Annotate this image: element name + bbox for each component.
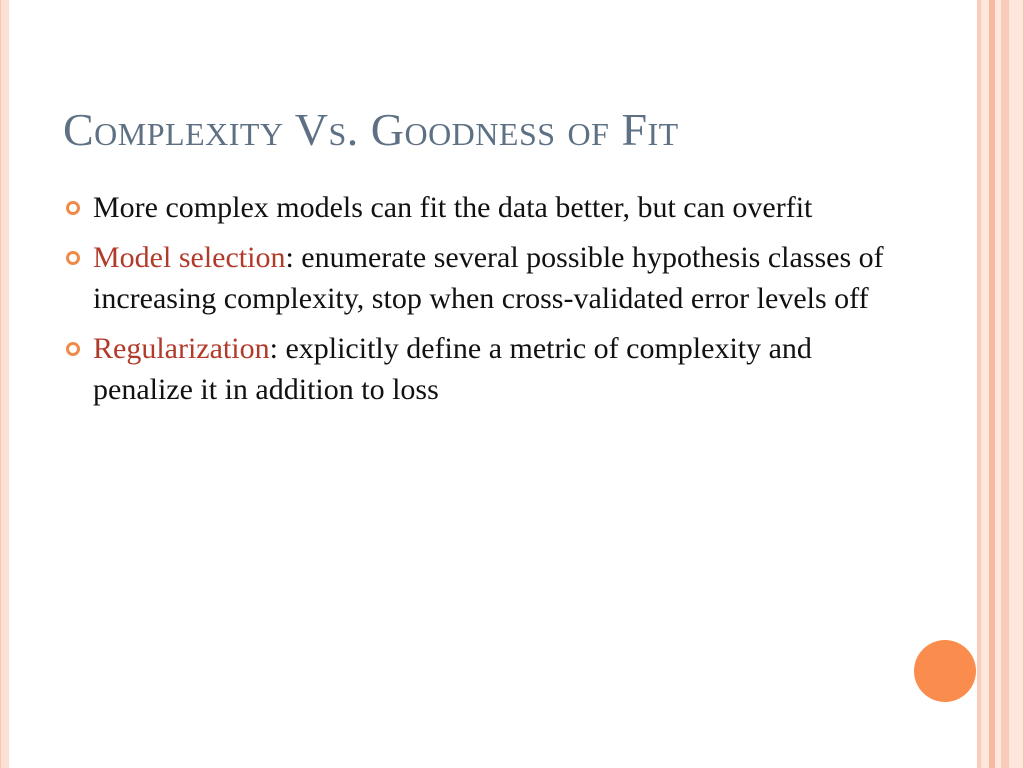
right-decorative-stripes — [977, 0, 1023, 768]
stripe — [1009, 0, 1023, 768]
bullet-highlight: Regularization — [93, 332, 270, 365]
bullet-text: : explicitly define a metric of complexity and penalize it in addition to loss — [93, 332, 812, 406]
bullet-item-model-selection — [63, 237, 903, 319]
circle-bullet-icon — [66, 342, 80, 356]
stripe — [981, 0, 989, 768]
bullet-text: : enumerate several possible hypothesis classes of increasing complexity, stop when cross-validated error levels off — [93, 241, 884, 315]
slide-title: Complexity Vs. Goodness of Fit — [63, 104, 679, 155]
bullet-text: More complex models can fit the data better, but can overfit — [93, 191, 813, 224]
stripe — [1001, 0, 1009, 768]
orange-circle-icon — [914, 640, 976, 702]
bullet-list — [63, 187, 903, 419]
bullet-item-overfit — [63, 187, 903, 228]
bullet-highlight: Model selection — [93, 241, 286, 274]
circle-bullet-icon — [66, 201, 80, 215]
bullet-item-regularization — [63, 328, 903, 410]
circle-bullet-icon — [66, 251, 80, 265]
